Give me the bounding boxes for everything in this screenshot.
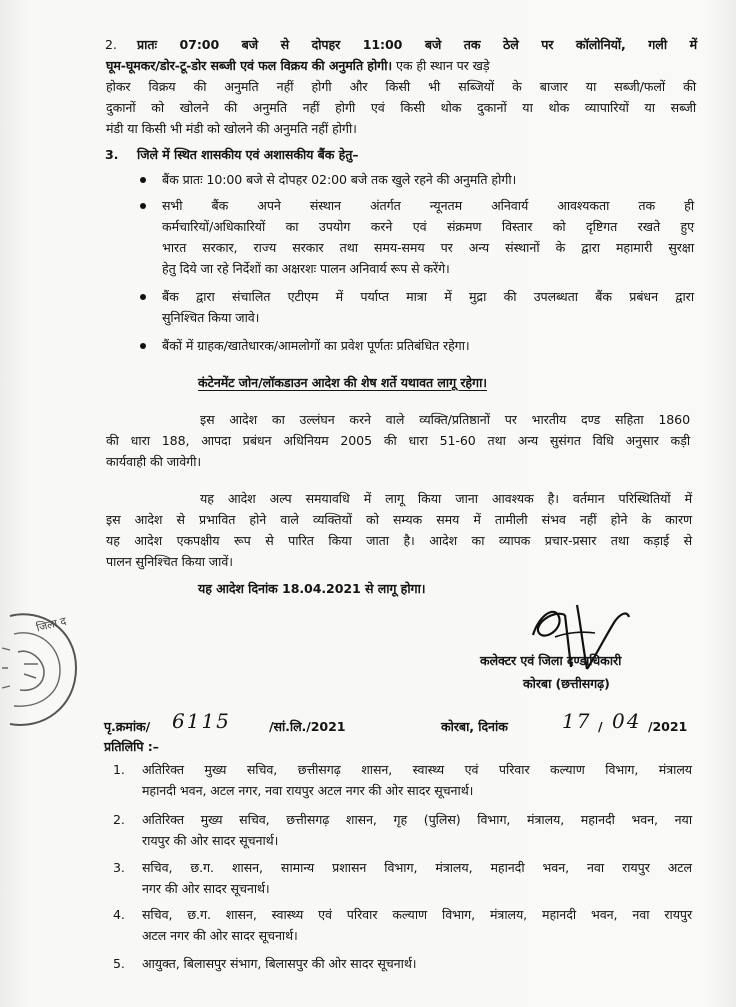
date-day-handwritten: 17 — [562, 709, 592, 733]
containment-heading: कंटेनमेंट जोन/लॉकडाउन आदेश की शेष शर्ते यथावत लागू रहेगा। — [198, 375, 487, 390]
effective-date: यह आदेश दिनांक 18.04.2021 से लागू होगा। — [198, 581, 426, 596]
bank-bullet-3-line1: बैंक द्वारा संचालित एटीएम में पर्याप्त मात्रा में मुद्रा की उपलब्धता बैंक प्रबंधन द्वारा — [162, 289, 694, 304]
item2-bold-line: प्रातः 07:00 बजे से दोपहर 11:00 बजे तक ठेले पर कॉलोनियों, गली में — [137, 37, 697, 52]
copy-line: आयुक्त, बिलासपुर संभाग, बिलासपुर की ओर सादर सूचनार्थ। — [142, 956, 417, 971]
item2-bold-part: घूम-घूमकर/डोर-टू-डोर सब्जी एवं फल विक्रय की अनुमति होगी। — [106, 58, 393, 73]
copy-number: 2. — [113, 812, 125, 827]
bank-bullet-1: बैंक प्रातः 10:00 बजे से दोपहर 02:00 बजे तक खुले रहने की अनुमति होगी। — [162, 172, 517, 187]
ref-suffix: /सां.लि./2021 — [269, 719, 346, 734]
bank-bullet-4: बैंकों में ग्राहक/खातेधारक/आमलोगों का प्रवेश पूर्णतः प्रतिबंधित रहेगा। — [162, 338, 470, 353]
date-year: /2021 — [648, 719, 688, 734]
bank-bullet-2-line4: हेतु दिये जा रहे निर्देशों का अक्षरशः पालन अनिवार्य रूप से करेंगे। — [162, 261, 450, 276]
penalty-para-line3: कार्यवाही की जावेगी। — [106, 454, 202, 469]
penalty-para-line2: की धारा 188, आपदा प्रबंधन अधिनियम 2005 की धारा 51-60 तथा अन्य सुसंगत विधि अनुसार कड़ी — [106, 433, 690, 448]
bank-bullet-3-line2: सुनिश्चित किया जावे। — [162, 310, 260, 325]
ref-number-handwritten: 6115 — [172, 709, 231, 733]
copy-line: सचिव, छ.ग. शासन, स्वास्थ्य एवं परिवार कल्याण विभाग, मंत्रालय, महानदी भवन, नवा रायपुर — [142, 907, 692, 922]
copy-number: 4. — [113, 907, 125, 922]
item-number: 2. — [105, 37, 117, 52]
item-number: 3. — [105, 147, 119, 162]
signatory-title: कलेक्टर एवं जिला दण्डाधिकारी — [480, 653, 622, 668]
copy-line: अतिरिक्त मुख्य सचिव, छत्तीसगढ़ शासन, गृह (पुलिस) विभाग, मंत्रालय, महानदी भवन, नया — [142, 812, 692, 827]
copy-number: 5. — [113, 956, 125, 971]
urgency-para-line3: यह आदेश एकपक्षीय रूप से पारित किया जाता है। आदेश का व्यापक प्रचार-प्रसार तथा कड़ाई से — [106, 533, 692, 548]
copy-line: महानदी भवन, अटल नगर, नवा रायपुर अटल नगर की ओर सादर सूचनार्थ। — [142, 783, 474, 798]
urgency-para-line2: इस आदेश से प्रभावित होने वाले व्यक्तियों को सम्यक समय में तामीली संभव नहीं होने के कारण — [106, 512, 692, 527]
item2-line5: मंडी या किसी भी मंडी को खोलने की अनुमति नहीं होगी। — [106, 121, 357, 136]
signatory-place: कोरबा (छत्तीसगढ़) — [523, 676, 610, 691]
ref-label: पृ.क्रमांक/ — [104, 719, 151, 734]
date-slash: / — [598, 719, 603, 734]
copy-label: प्रतिलिपि :– — [104, 739, 159, 754]
bank-bullet-2-line1: सभी बैंक अपने संस्थान अंतर्गत न्यूनतम अनिवार्य आवश्यकता तक ही — [162, 198, 694, 213]
date-month-handwritten: 04 — [612, 709, 642, 733]
bullet-icon — [140, 294, 146, 300]
copy-line: अतिरिक्त मुख्य सचिव, छत्तीसगढ़ शासन, स्वास्थ्य एवं परिवार कल्याण विभाग, मंत्रालय — [142, 762, 692, 777]
bank-bullet-2-line3: भारत सरकार, राज्य सरकार तथा समय-समय पर अन्य संस्थानों के द्वारा महामारी सुरक्षा — [162, 240, 694, 255]
item2-rest: एक ही स्थान पर खड़े — [392, 58, 490, 73]
copy-line: सचिव, छ.ग. शासन, सामान्य प्रशासन विभाग, मंत्रालय, महानदी भवन, नवा रायपुर अटल — [142, 860, 692, 875]
copy-number: 3. — [113, 860, 125, 875]
copy-line: अटल नगर की ओर सादर सूचनार्थ। — [142, 928, 298, 943]
penalty-para-line1: इस आदेश का उल्लंघन करने वाले व्यक्ति/प्रतिष्ठानों पर भारतीय दण्ड सहिता 1860 — [200, 412, 690, 427]
bullet-icon — [140, 203, 146, 209]
item2-line4: दुकानों को खोलने की अनुमति नहीं होगी एवं किसी थोक दुकानों या थोक व्यापारियों या सब्जी — [106, 100, 696, 115]
copy-line: रायपुर की ओर सादर सूचनार्थ। — [142, 833, 279, 848]
item3-heading: जिले में स्थित शासकीय एवं अशासकीय बैंक हेतु– — [137, 147, 359, 162]
seal-text: जिला द — [34, 614, 68, 635]
urgency-para-line1: यह आदेश अल्प समयावधि में लागू किया जाना आवश्यक है। वर्तमान परिस्थितियों में — [200, 491, 692, 506]
place-date-label: कोरबा, दिनांक — [441, 719, 508, 734]
item2-line3: होकर विक्रय की अनुमति नहीं होगी और किसी भी सब्जियों के बाजार या सब्जी/फलों की — [106, 79, 696, 94]
bank-bullet-2-line2: कर्मचारियों/अधिकारियों का उपयोग करने एवं संक्रमण विस्तार को दृष्टिगत रखते हुए — [162, 219, 694, 234]
item2-line2 — [106, 55, 696, 76]
copy-line: नगर की ओर सादर सूचनार्थ। — [142, 881, 270, 896]
bullet-icon — [140, 177, 146, 183]
bullet-icon — [140, 343, 146, 349]
copy-number: 1. — [113, 762, 125, 777]
urgency-para-line4: पालन सुनिश्चित किया जावें। — [106, 554, 233, 569]
